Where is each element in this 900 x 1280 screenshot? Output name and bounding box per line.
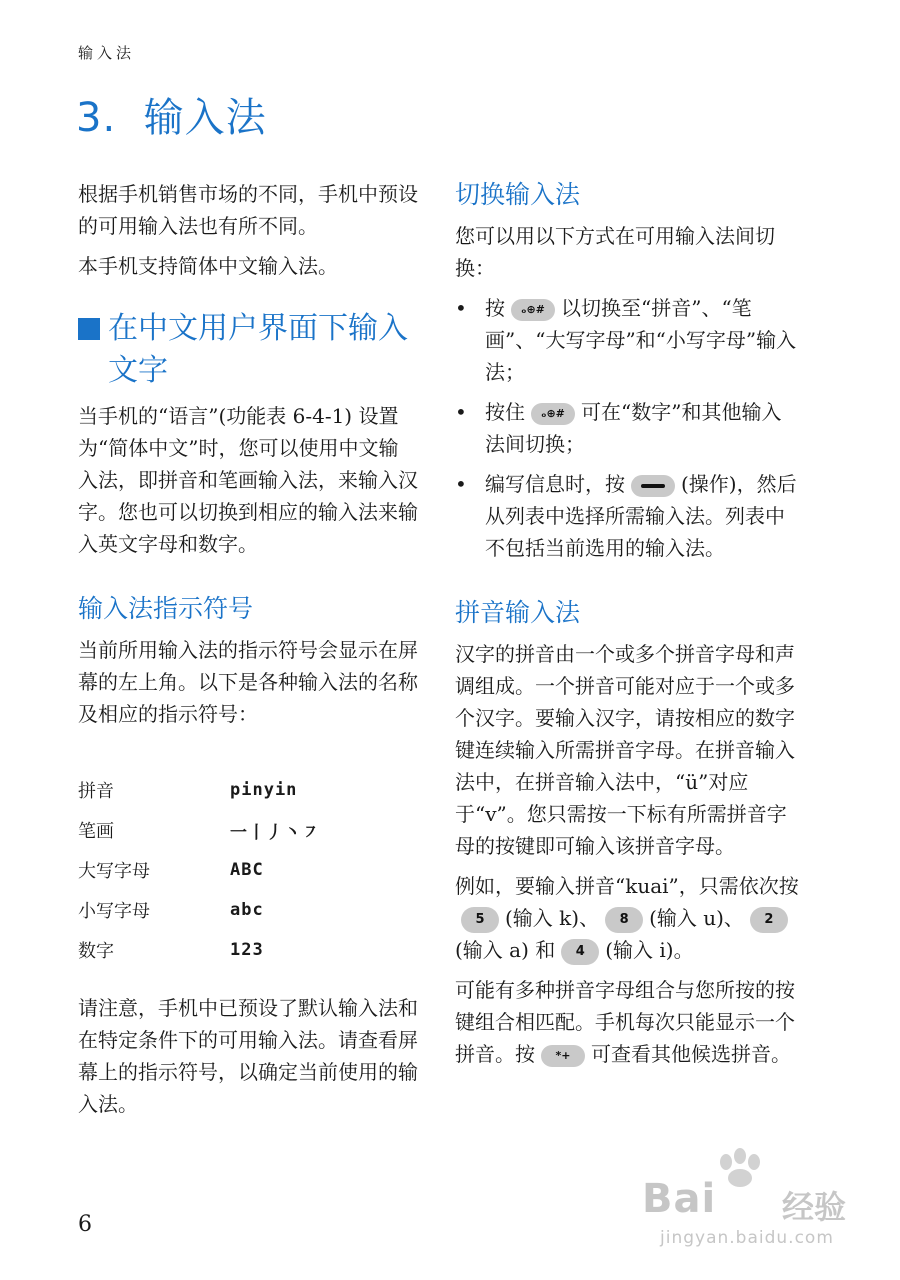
indicator-name: 数字 xyxy=(78,941,114,962)
pinyin-indicator-icon: pinyin xyxy=(230,780,298,800)
indicator-name: 大写字母 xyxy=(78,861,150,882)
section-heading xyxy=(78,308,418,392)
hash-key-icon: ₒ⊕# xyxy=(531,403,575,425)
key-4-icon: 4 xyxy=(561,939,599,965)
selection-key-icon xyxy=(631,475,675,497)
final-text: 可查看其他候选拼音。 xyxy=(591,1042,791,1066)
indicator-row xyxy=(78,850,418,890)
pinyin-heading: 拼音输入法 xyxy=(455,598,581,627)
list-item xyxy=(455,292,800,388)
example-text: (输入 k)、 xyxy=(505,906,600,930)
switch-intro: 您可以用以下方式在可用输入法间切换： xyxy=(455,224,775,280)
switch-heading: 切换输入法 xyxy=(455,180,581,209)
note-paragraph: 请注意，手机中已预设了默认输入法和在特定条件下的可用输入法。请查看屏幕上的指示符号，以确定当前使用的输入法。 xyxy=(78,996,418,1116)
key-2-icon: 2 xyxy=(750,907,788,933)
example-text: (输入 u)、 xyxy=(649,906,744,930)
bullet-text: 编写信息时，按 xyxy=(485,472,625,496)
final-text: 可能有多种拼音字母组合与您所按的按键组合相匹配。手机每次只能显示一个拼音。按 xyxy=(455,978,795,1066)
watermark-brand: Bai xyxy=(642,1176,717,1222)
bullet-text: (操作)，然后从列表中选择所需输入法。列表中不包括当前选用的输入法。 xyxy=(485,472,797,560)
example-text: (输入 i)。 xyxy=(605,938,694,962)
watermark-brand-cn: 经验 xyxy=(782,1188,847,1226)
indicator-row xyxy=(78,770,418,810)
page-number: 6 xyxy=(78,1212,92,1237)
indicator-table xyxy=(78,770,418,970)
running-header: 输入法 xyxy=(78,44,136,62)
example-text: (输入 a) 和 xyxy=(455,938,556,962)
bullet-text: 按 xyxy=(485,296,505,320)
indicator-heading: 输入法指示符号 xyxy=(78,594,254,623)
number-indicator-icon: 123 xyxy=(230,940,264,960)
intro-paragraph-1: 根据手机销售市场的不同，手机中预设的可用输入法也有所不同。 xyxy=(78,182,418,238)
indicator-name: 拼音 xyxy=(78,781,114,802)
indicator-row xyxy=(78,930,418,970)
lowercase-indicator-icon: abc xyxy=(230,900,264,920)
chapter-title xyxy=(76,86,267,143)
right-column xyxy=(455,176,800,1078)
bullet-text: 按住 xyxy=(485,400,525,424)
list-item xyxy=(455,396,800,460)
paw-icon xyxy=(712,1148,772,1188)
indicator-paragraph: 当前所用输入法的指示符号会显示在屏幕的左上角。以下是各种输入法的名称及相应的指示符号： xyxy=(78,638,418,726)
indicator-name: 小写字母 xyxy=(78,901,150,922)
section-paragraph: 当手机的“语言”(功能表 6-4-1) 设置为“简体中文”时，您可以使用中文输入法，即拼音和笔画输入法，来输入汉字。您也可以切换到相应的输入法来输入英文字母和数字。 xyxy=(78,404,418,556)
list-item xyxy=(455,468,800,564)
left-column xyxy=(78,178,418,1128)
intro-paragraph-2: 本手机支持简体中文输入法。 xyxy=(78,254,338,278)
switch-list xyxy=(455,292,800,564)
section-heading-text: 在中文用户界面下输入文字 xyxy=(108,311,408,388)
final-paragraph xyxy=(455,974,800,1070)
bullet-icon: • xyxy=(455,472,467,496)
example-text: 例如，要输入拼音“kuai”，只需依次按 xyxy=(455,874,799,898)
square-bullet-icon xyxy=(78,318,100,340)
indicator-row xyxy=(78,890,418,930)
indicator-row xyxy=(78,810,418,850)
baidu-watermark xyxy=(642,1148,852,1248)
chapter-title-text: 输入法 xyxy=(143,95,267,141)
key-8-icon: 8 xyxy=(605,907,643,933)
bullet-text: 可在“数字”和其他输入法间切换； xyxy=(485,400,782,456)
bullet-text: 以切换至“拼音”、“笔画”、“大写字母”和“小写字母”输入法； xyxy=(485,296,797,384)
stroke-indicator-icon: 一丨丿丶㇇ xyxy=(230,822,320,843)
uppercase-indicator-icon: ABC xyxy=(230,860,264,880)
hash-key-icon: ₒ⊕# xyxy=(511,299,555,321)
chapter-number: 3. xyxy=(76,95,117,141)
bullet-icon: • xyxy=(455,296,467,320)
pinyin-paragraph: 汉字的拼音由一个或多个拼音字母和声调组成。一个拼音可能对应于一个或多个汉字。要输入汉字，请按相应的数字键连续输入所需拼音字母。在拼音输入法中，在拼音输入法中，“ü”对应于“v”。您只需按一下标有所需拼音字母的按键即可输入该拼音字母。 xyxy=(455,642,795,858)
example-paragraph xyxy=(455,870,800,966)
watermark-url: jingyan.baidu.com xyxy=(660,1228,834,1248)
key-5-icon: 5 xyxy=(461,907,499,933)
indicator-name: 笔画 xyxy=(78,821,114,842)
bullet-icon: • xyxy=(455,400,467,424)
star-key-icon: *+ xyxy=(541,1045,585,1067)
